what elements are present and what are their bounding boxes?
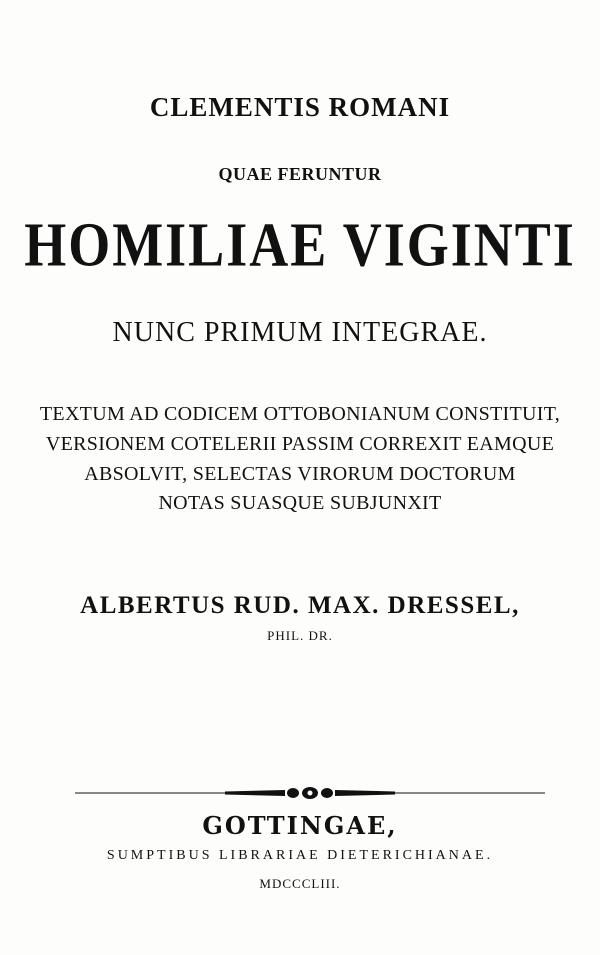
place-of-publication: GOTTINGAE, — [202, 811, 398, 840]
main-title: HOMILIAE VIGINTI — [24, 210, 576, 280]
description-line: VERSIONEM COTELERII PASSIM CORREXIT EAMQUE — [45, 433, 555, 455]
ornamental-rule — [75, 785, 545, 801]
subtitle-nunc-primum: NUNC PRIMUM INTEGRAE. — [112, 317, 488, 348]
rule-center-ornament — [287, 787, 333, 799]
subtitle-quae-feruntur: QUAE FERUNTUR — [218, 164, 382, 184]
editor-name: ALBERTUS RUD. MAX. DRESSEL, — [80, 592, 520, 619]
description-line: TEXTUM AD CODICEM OTTOBONIANUM CONSTITUIT, — [39, 403, 561, 425]
publisher: SUMPTIBUS LIBRARIAE DIETERICHIANAE. — [106, 848, 494, 863]
description-line: NOTAS SUASQUE SUBJUNXIT — [158, 492, 442, 514]
description-line: ABSOLVIT, SELECTAS VIRORUM DOCTORUM — [84, 463, 516, 485]
publication-year: MDCCCLIII. — [259, 876, 341, 891]
editor-degree: PHIL. DR. — [267, 628, 333, 643]
author-title: CLEMENTIS ROMANI — [149, 92, 451, 122]
